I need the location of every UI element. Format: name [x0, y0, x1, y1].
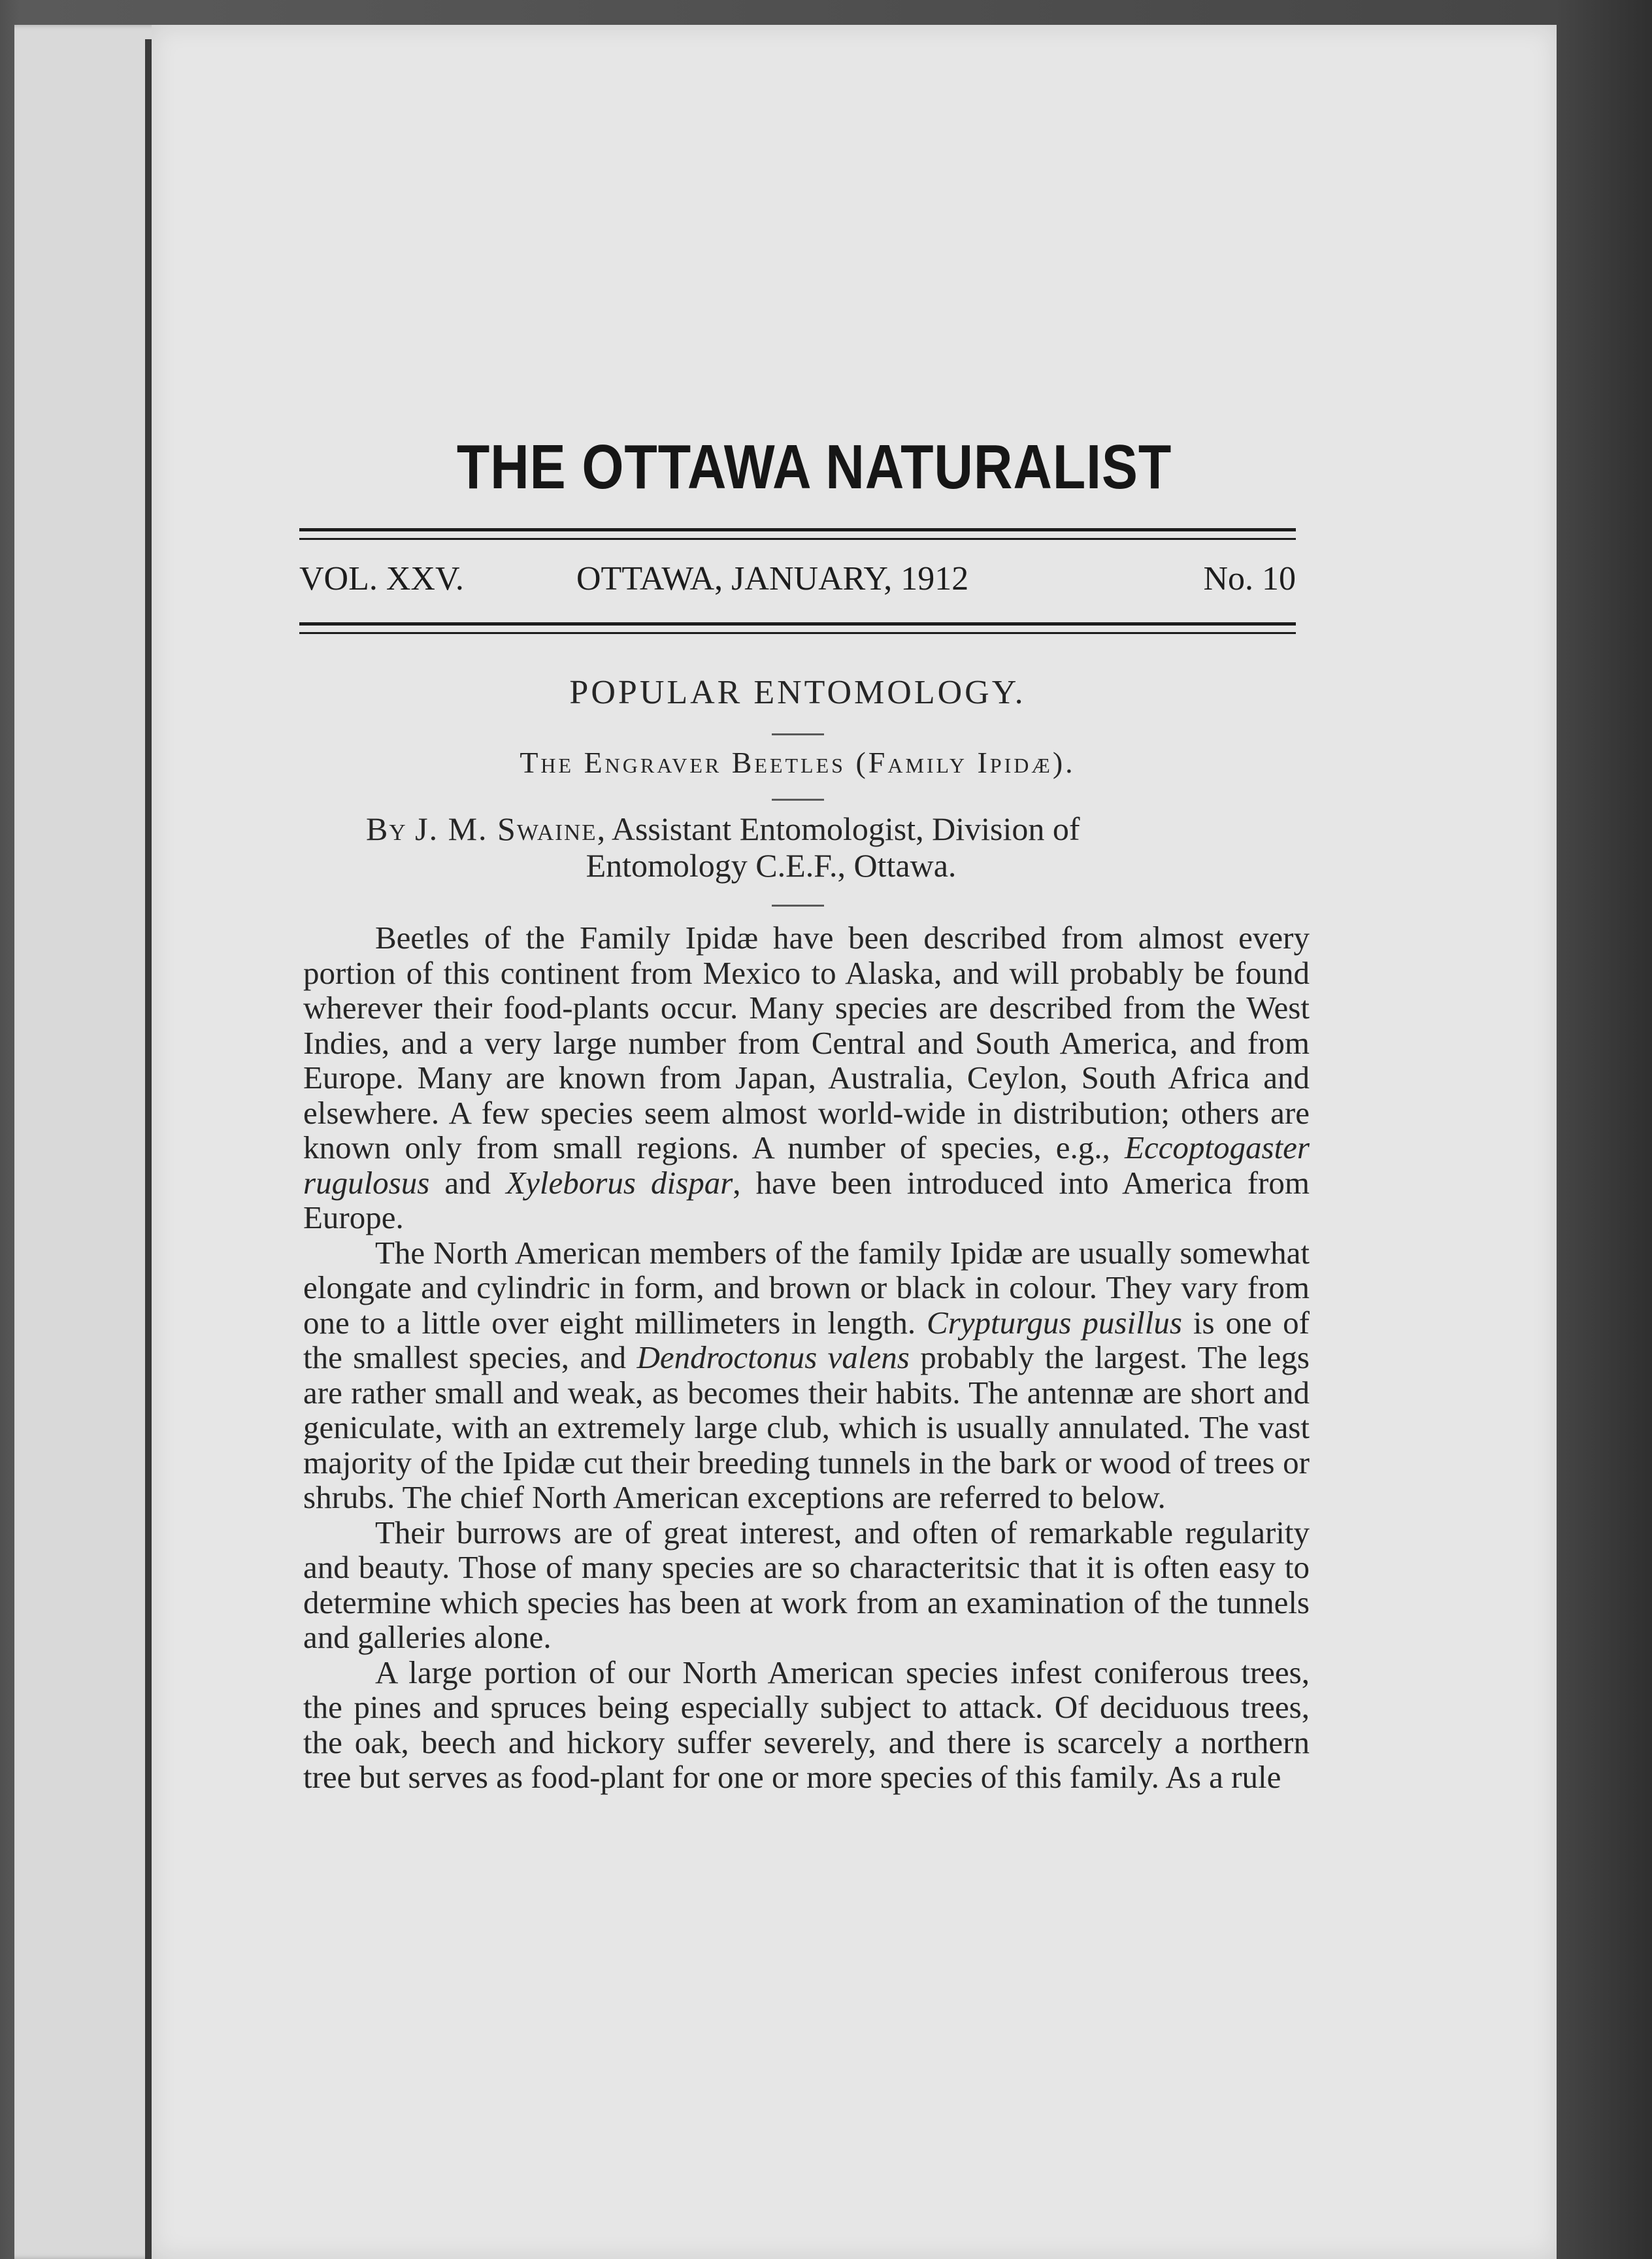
species-name: Crypturgus pusillus — [927, 1304, 1182, 1341]
heading-divider — [772, 733, 824, 735]
facing-page-edge — [14, 25, 165, 2259]
author-affiliation-cont: Entomology C.E.F., Ottawa. — [586, 847, 957, 884]
binding-spine — [145, 39, 152, 2259]
journal-title: THE OTTAWA NATURALIST — [456, 432, 1172, 502]
species-name: Xyleborus dispar — [506, 1164, 733, 1201]
issue-place-date: OTTAWA, JANUARY, 1912 — [576, 560, 969, 597]
masthead-rule-bottom-2 — [299, 632, 1296, 634]
article-body — [303, 920, 1310, 1795]
author-byline — [366, 811, 1294, 884]
masthead-rule-top-1 — [299, 528, 1296, 531]
species-name: Dendroctonus valens — [636, 1339, 910, 1375]
masthead-rule-bottom-1 — [299, 622, 1296, 626]
article-title: The Engraver Beetles (Family Ipidæ). — [520, 746, 1076, 779]
volume-number: VOL. XXV. — [299, 560, 464, 597]
issue-line — [299, 560, 1296, 612]
section-heading: POPULAR ENTOMOLOGY. — [569, 674, 1026, 711]
author-name: J. M. Swaine — [415, 811, 597, 847]
issue-number: No. 10 — [1203, 560, 1296, 597]
byline-prefix: By — [366, 811, 407, 847]
paragraph: Their burrows are of great interest, and often of remarkable regularity and beauty. Those of many species are so characteritsic that it is often easy to determine which species has been at work from an examination of the tunnels and galleries alone. — [303, 1514, 1310, 1655]
paragraph: A large portion of our North American species infest coniferous trees, the pines and spruces being especially subject to attack. Of deciduous trees, the oak, beech and hickory suffer severely, and there is scarcely a northern tree but serves as food-plant for one or more species of this family. As a rule — [303, 1654, 1310, 1795]
paragraph: Beetles of the Family Ipidæ have been described from almost every portion of this continent from Mexico to Alaska, and will probably be found wherever their food-plants occur. Many species are described from the West Indies, and a very large number from Central and South America, and from Europe. Many are known from Japan, Australia, Ceylon, South Africa and elsewhere. A few species seem almost world-wide in distribution; others are known only from small regions. A number of species, e.g., Eccoptogaster rugulosus and Xyleborus dispar, have been introduced into America from Europe. — [303, 920, 1310, 1235]
species-name: Eccoptogaster rugulosus — [303, 1130, 1310, 1201]
paragraph: The North American members of the family Ipidæ are usually somewhat elongate and cylindric in form, and brown or black in colour. They vary from one to a little over eight millimeters in length. Crypturgus pusillus is one of the smallest species, and Dendroctonus valens probably the largest. The legs are rather small and weak, as becomes their habits. The antennæ are short and geniculate, with an extremely large club, which is usually annulated. The vast majority of the Ipidæ cut their breeding tunnels in the bark or wood of trees or shrubs. The chief North American exceptions are referred to below. — [303, 1234, 1310, 1515]
byline-divider — [772, 905, 824, 907]
author-affiliation: , Assistant Entomologist, Division of — [597, 811, 1080, 847]
title-divider — [772, 799, 824, 801]
masthead-rule-top-2 — [299, 538, 1296, 540]
